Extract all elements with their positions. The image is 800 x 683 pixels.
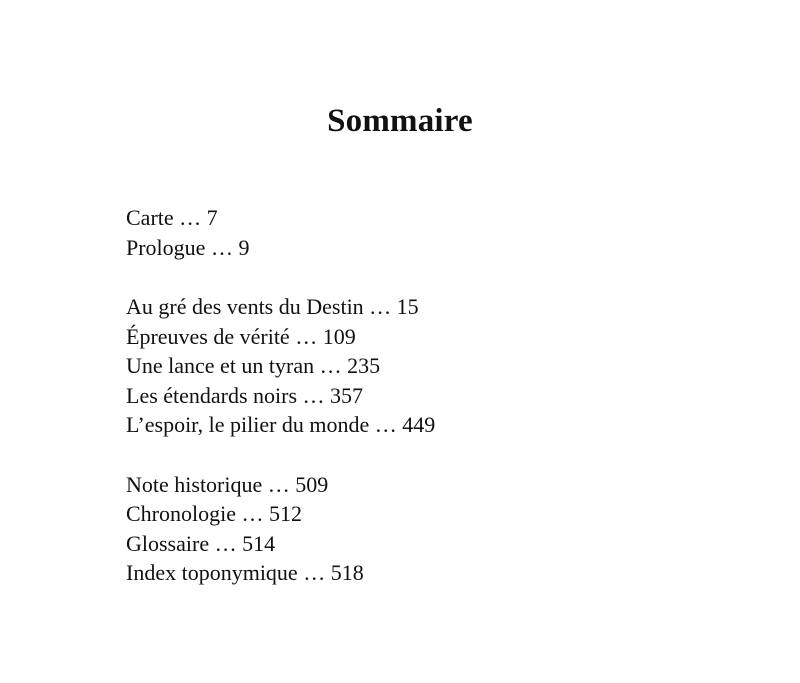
toc-entry-chapter-2: Épreuves de vérité … 109 (126, 323, 356, 349)
toc-entry-chapter-5: L’espoir, le pilier du monde … 449 (126, 412, 436, 437)
toc-entry-glossaire: Glossaire … 514 (126, 530, 276, 556)
toc-entry-chapter-4: Les étendards noirs … 357 (126, 382, 364, 408)
toc-entry-index-toponymique: Index toponymique … 518 (126, 560, 364, 585)
toc-group-front-matter (126, 203, 435, 262)
toc-entry-chapter-1: Au gré des vents du Destin … 15 (126, 294, 419, 319)
toc-entry-chronologie: Chronologie … 512 (126, 501, 302, 526)
toc-group-back-matter (126, 470, 435, 588)
toc-group-chapters (126, 292, 435, 440)
page-title: Sommaire (327, 103, 473, 139)
toc-entry-note-historique: Note historique … 509 (126, 471, 329, 497)
toc-entry-carte: Carte … 7 (126, 205, 218, 230)
toc-entry-prologue: Prologue … 9 (126, 234, 250, 260)
toc-entry-chapter-3: Une lance et un tyran … 235 (126, 353, 381, 378)
table-of-contents (126, 203, 435, 618)
